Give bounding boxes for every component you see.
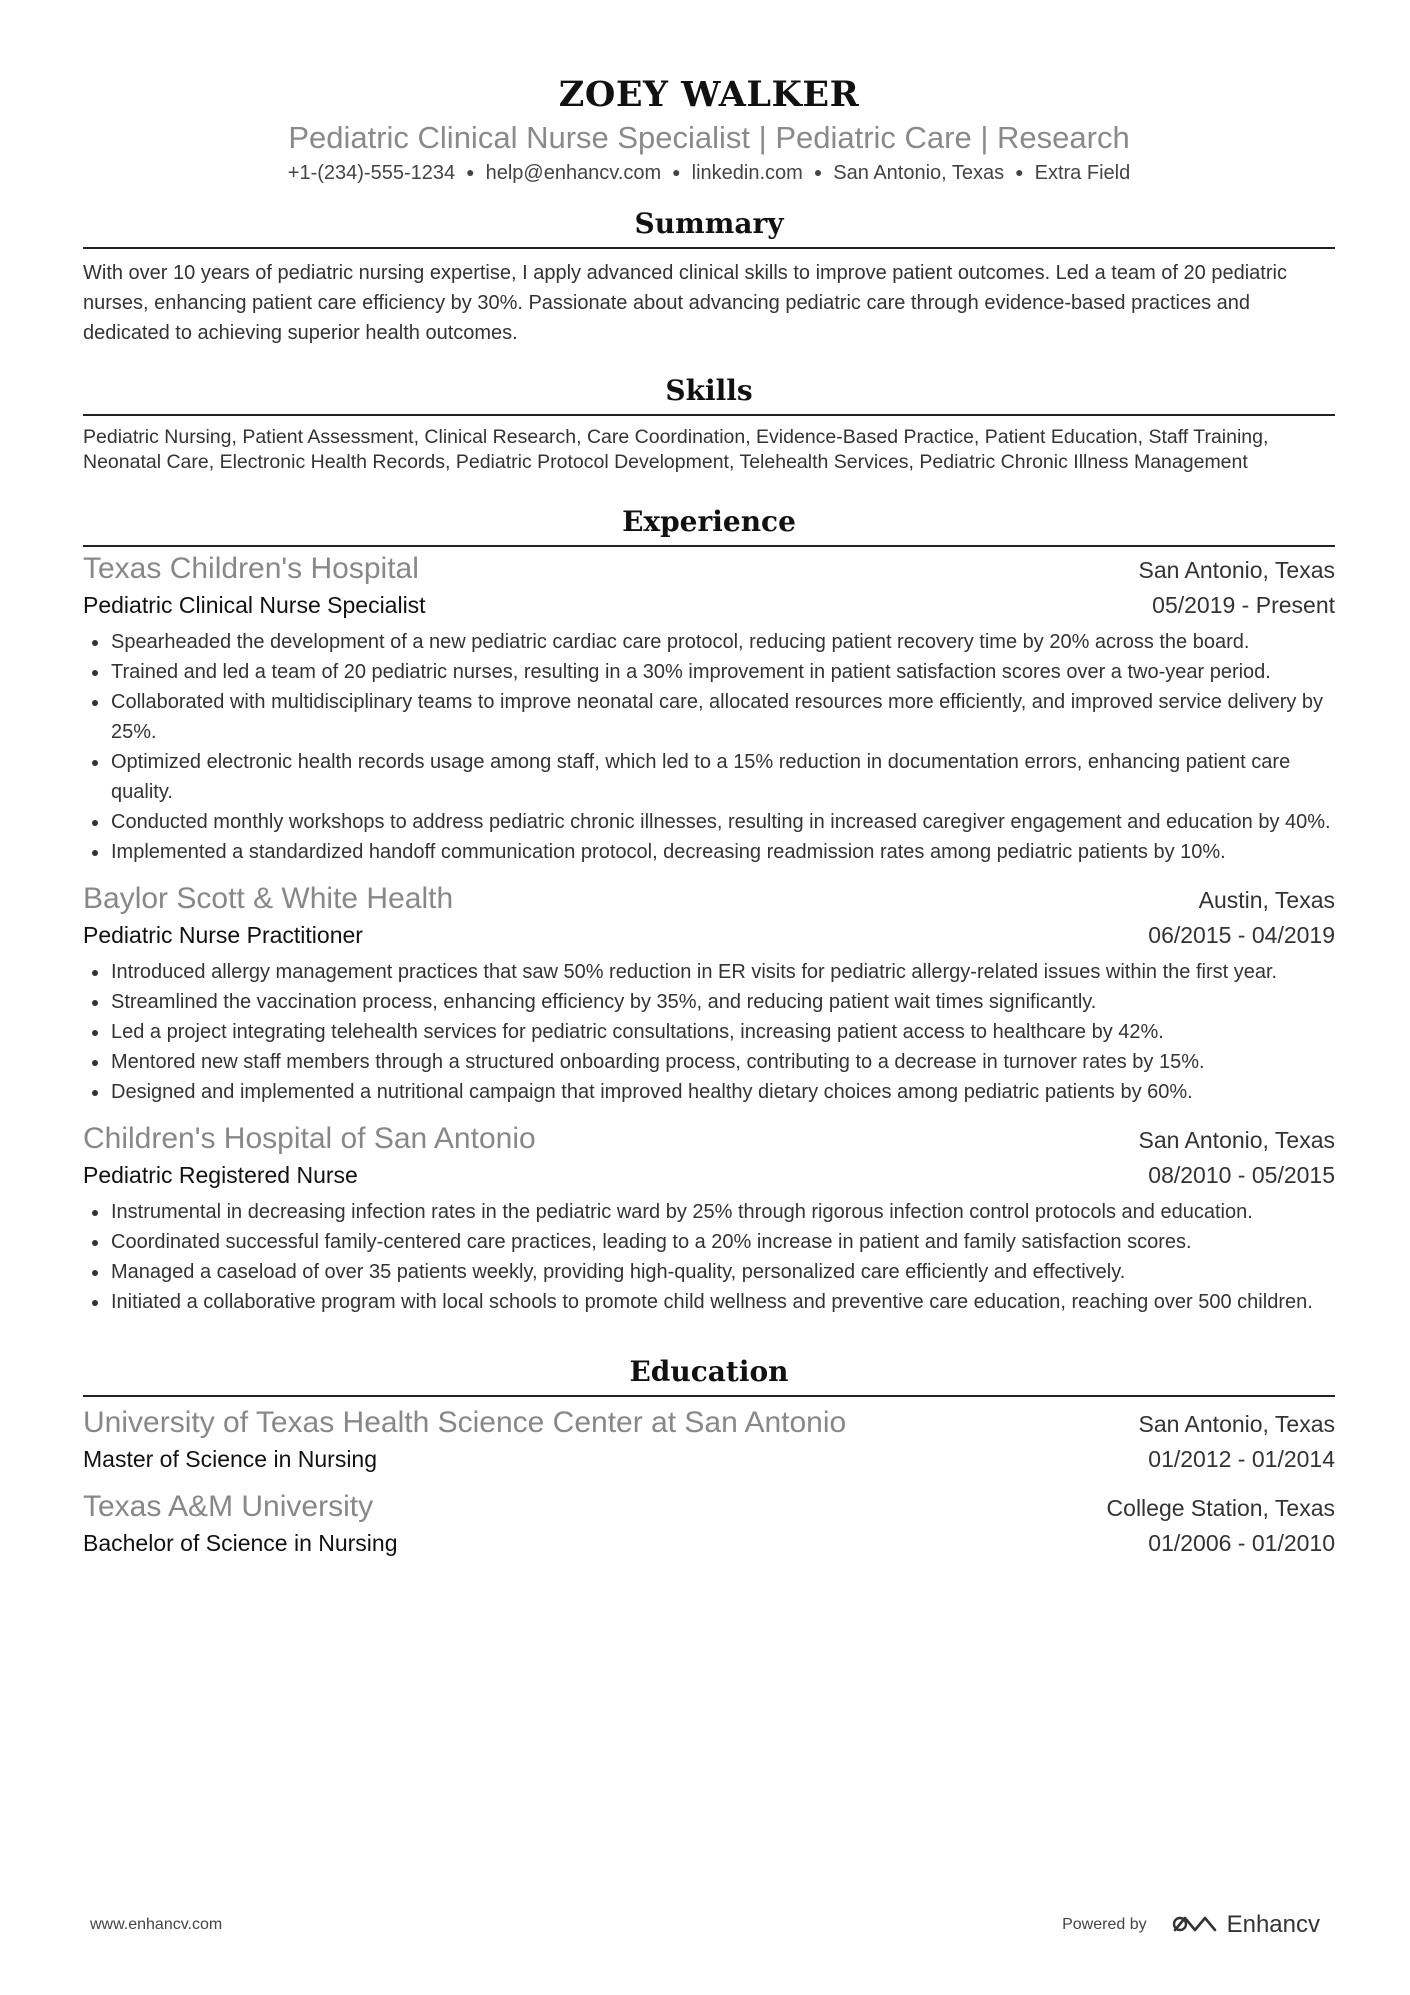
contact-location: San Antonio, Texas bbox=[833, 162, 1005, 184]
list-item: Collaborated with multidisciplinary teams to improve neonatal care, allocated resources more efficiently, and improved service delivery by 25%. bbox=[83, 687, 1335, 747]
page-footer bbox=[90, 1911, 1320, 1939]
candidate-name: ZOEY WALKER bbox=[558, 74, 860, 115]
candidate-headline: Pediatric Clinical Nurse Specialist | Pediatric Care | Research bbox=[288, 120, 1130, 155]
section-title-summary: Summary bbox=[634, 207, 784, 240]
school-name: University of Texas Health Science Center at San Antonio bbox=[83, 1406, 847, 1439]
education-section bbox=[83, 1353, 1335, 1559]
section-divider bbox=[83, 545, 1335, 547]
list-item: Streamlined the vaccination process, enhancing efficiency by 35%, and reducing patient wait times significantly. bbox=[83, 987, 1335, 1017]
job-dates: 08/2010 - 05/2015 bbox=[1148, 1162, 1335, 1188]
resume-header bbox=[83, 0, 1335, 187]
powered-by-label: Powered by bbox=[1062, 1916, 1147, 1933]
bullet-separator: ● bbox=[466, 164, 475, 180]
list-item: Initiated a collaborative program with local schools to promote child wellness and preventive care education, reaching over 500 children. bbox=[83, 1287, 1335, 1317]
contact-extra-field: Extra Field bbox=[1034, 162, 1131, 184]
job-location: Austin, Texas bbox=[1198, 887, 1335, 913]
section-title-experience: Experience bbox=[622, 505, 796, 538]
section-title-skills: Skills bbox=[665, 374, 753, 407]
list-item: Mentored new staff members through a structured onboarding process, contributing to a decrease in turnover rates by 15%. bbox=[83, 1047, 1335, 1077]
job-dates: 06/2015 - 04/2019 bbox=[1148, 922, 1335, 948]
footer-url[interactable]: www.enhancv.com bbox=[90, 1916, 223, 1933]
bullet-separator: ● bbox=[1015, 164, 1024, 180]
company-name: Children's Hospital of San Antonio bbox=[83, 1122, 536, 1155]
section-title-education: Education bbox=[629, 1355, 789, 1388]
degree-name: Bachelor of Science in Nursing bbox=[83, 1530, 398, 1556]
education-entry bbox=[83, 1487, 1335, 1559]
section-divider bbox=[83, 414, 1335, 416]
degree-name: Master of Science in Nursing bbox=[83, 1446, 378, 1472]
contact-linkedin[interactable]: linkedin.com bbox=[691, 162, 803, 184]
school-location: San Antonio, Texas bbox=[1138, 1411, 1335, 1437]
list-item: Introduced allergy management practices that saw 50% reduction in ER visits for pediatric allergy-related issues within the first year. bbox=[83, 957, 1335, 987]
list-item: Managed a caseload of over 35 patients weekly, providing high-quality, personalized care efficiently and effectively. bbox=[83, 1257, 1335, 1287]
contact-phone[interactable]: +1-(234)-555-1234 bbox=[287, 162, 456, 184]
job-title: Pediatric Nurse Practitioner bbox=[83, 922, 363, 948]
job-location: San Antonio, Texas bbox=[1138, 557, 1335, 583]
company-name: Baylor Scott & White Health bbox=[83, 882, 454, 915]
list-item: Optimized electronic health records usage among staff, which led to a 15% reduction in documentation errors, enhancing patient care quality. bbox=[83, 747, 1335, 807]
list-item: Designed and implemented a nutritional campaign that improved healthy dietary choices among pediatric patients by 60%. bbox=[83, 1077, 1335, 1107]
experience-section bbox=[83, 503, 1335, 1317]
enhancv-brand[interactable] bbox=[1171, 1911, 1320, 1939]
experience-entry bbox=[83, 549, 1335, 867]
contact-email[interactable]: help@enhancv.com bbox=[485, 162, 662, 184]
job-dates: 05/2019 - Present bbox=[1152, 592, 1335, 618]
job-title: Pediatric Clinical Nurse Specialist bbox=[83, 592, 426, 618]
summary-section bbox=[83, 205, 1335, 348]
job-bullets bbox=[83, 627, 1335, 867]
school-location: College Station, Texas bbox=[1106, 1495, 1335, 1521]
skills-section bbox=[83, 372, 1335, 475]
job-bullets bbox=[83, 957, 1335, 1107]
enhancv-logo-icon bbox=[1171, 1912, 1219, 1938]
section-divider bbox=[83, 247, 1335, 249]
bullet-separator: ● bbox=[813, 164, 823, 180]
section-divider bbox=[83, 1395, 1335, 1397]
summary-text: With over 10 years of pediatric nursing expertise, I apply advanced clinical skills to improve patient outcomes. Led a team of 20 pediatric nurses, enhancing patient care efficiency by 30%. Passionate about advancing pediatric care through evidence-based practices and dedicated to achieving superior health outcomes. bbox=[83, 262, 1287, 344]
list-item: Implemented a standardized handoff communication protocol, decreasing readmission rates among pediatric patients by 10%. bbox=[83, 837, 1335, 867]
job-location: San Antonio, Texas bbox=[1138, 1127, 1335, 1153]
list-item: Instrumental in decreasing infection rates in the pediatric ward by 25% through rigorous infection control protocols and education. bbox=[83, 1197, 1335, 1227]
powered-by bbox=[1062, 1911, 1320, 1939]
list-item: Conducted monthly workshops to address pediatric chronic illnesses, resulting in increased caregiver engagement and education by 40%. bbox=[83, 807, 1335, 837]
education-dates: 01/2012 - 01/2014 bbox=[1148, 1446, 1335, 1472]
experience-entry bbox=[83, 879, 1335, 1107]
school-name: Texas A&M University bbox=[83, 1490, 374, 1523]
job-bullets bbox=[83, 1197, 1335, 1317]
company-name: Texas Children's Hospital bbox=[83, 552, 419, 585]
brand-name: Enhancv bbox=[1226, 1911, 1320, 1938]
bullet-separator: ● bbox=[672, 164, 681, 180]
resume-page bbox=[83, 0, 1335, 1559]
list-item: Led a project integrating telehealth services for pediatric consultations, increasing patient access to healthcare by 42%. bbox=[83, 1017, 1335, 1047]
contact-line bbox=[83, 158, 1335, 187]
education-dates: 01/2006 - 01/2010 bbox=[1148, 1530, 1335, 1556]
skills-text: Pediatric Nursing, Patient Assessment, Clinical Research, Care Coordination, Evidence-Based Practice, Patient Education, Staff Training, Neonatal Care, Electronic Health Records, Pediatric Protocol Development, Telehealth Services, Pediatric Chronic Illness Management bbox=[83, 426, 1269, 473]
list-item: Trained and led a team of 20 pediatric nurses, resulting in a 30% improvement in patient satisfaction scores over a two-year period. bbox=[83, 657, 1335, 687]
list-item: Coordinated successful family-centered care practices, leading to a 20% increase in patient and family satisfaction scores. bbox=[83, 1227, 1335, 1257]
experience-entry bbox=[83, 1119, 1335, 1317]
job-title: Pediatric Registered Nurse bbox=[83, 1162, 358, 1188]
list-item: Spearheaded the development of a new pediatric cardiac care protocol, reducing patient recovery time by 20% across the board. bbox=[83, 627, 1335, 657]
education-entry bbox=[83, 1403, 1335, 1475]
